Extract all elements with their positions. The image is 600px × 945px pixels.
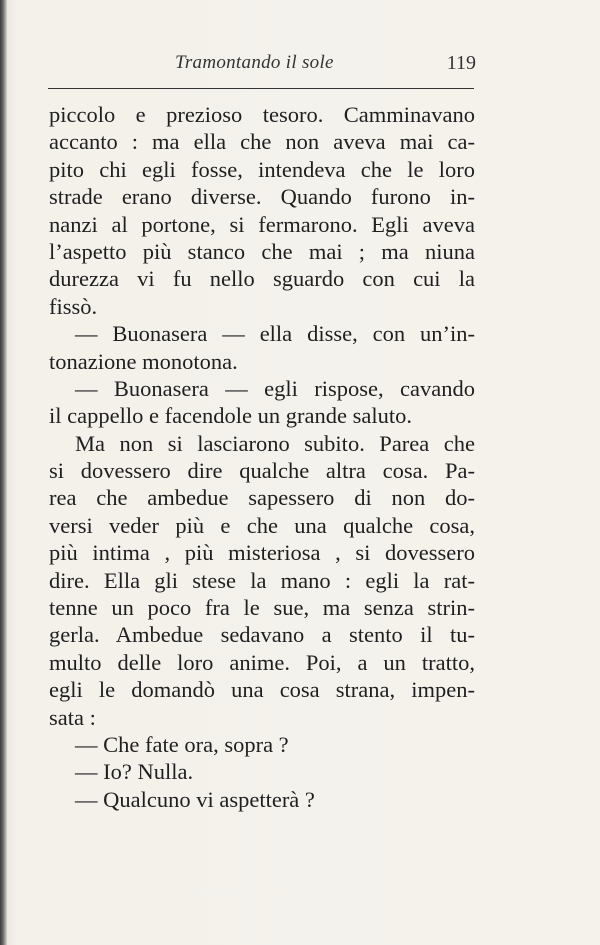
text-line: tenne un poco fra le sue, ma senza strin- (49, 595, 475, 621)
text-line: piccolo e prezioso tesoro. Camminavano (49, 102, 475, 127)
body-text (49, 101, 475, 813)
text-line: Ma non si lasciarono subito. Parea che (75, 430, 475, 456)
running-title: Tramontando il sole (175, 52, 334, 73)
text-line: più intima , più misteriosa , si dovessero (49, 540, 475, 566)
text-line: nanzi al portone, si fermarono. Egli aveva (49, 211, 475, 237)
page-header (48, 50, 476, 80)
text-line: — Che fate ora, sopra ? (75, 731, 289, 757)
header-rule (48, 88, 474, 89)
text-line: — Qualcuno vi aspetterà ? (75, 786, 315, 812)
text-line: versi veder più e che una qualche cosa, (49, 512, 475, 538)
page-number: 119 (446, 52, 476, 74)
binding-edge (0, 0, 7, 945)
text-line: — Io? Nulla. (75, 759, 194, 785)
text-line: multo delle loro anime. Poi, a un tratto, (49, 649, 475, 675)
text-line: dire. Ella gli stese la mano : egli la rat- (49, 567, 475, 593)
text-line: tonazione monotona. (49, 348, 238, 374)
text-line: durezza vi fu nello sguardo con cui la (49, 266, 475, 292)
text-line: — Buonasera — ella disse, con un’in- (75, 321, 475, 347)
text-line: accanto : ma ella che non aveva mai ca- (49, 129, 475, 155)
text-line: egli le domandò una cosa strana, impen- (49, 677, 475, 703)
text-line: strade erano diverse. Quando furono in- (49, 184, 475, 210)
text-line: si dovessero dire qualche altra cosa. Pa- (49, 458, 475, 484)
text-line: l’aspetto più stanco che mai ; ma niuna (49, 238, 475, 264)
text-line: — Buonasera — egli rispose, cavando (75, 375, 475, 401)
text-line: rea che ambedue sapessero di non do- (49, 485, 475, 511)
text-line: pito chi egli fosse, intendeva che le loro (49, 156, 475, 182)
text-line: sata : (49, 704, 96, 730)
text-line: il cappello e facendole un grande saluto. (49, 403, 412, 429)
text-line: fissò. (49, 293, 98, 319)
text-line: gerla. Ambedue sedavano a stento il tu- (49, 622, 475, 648)
